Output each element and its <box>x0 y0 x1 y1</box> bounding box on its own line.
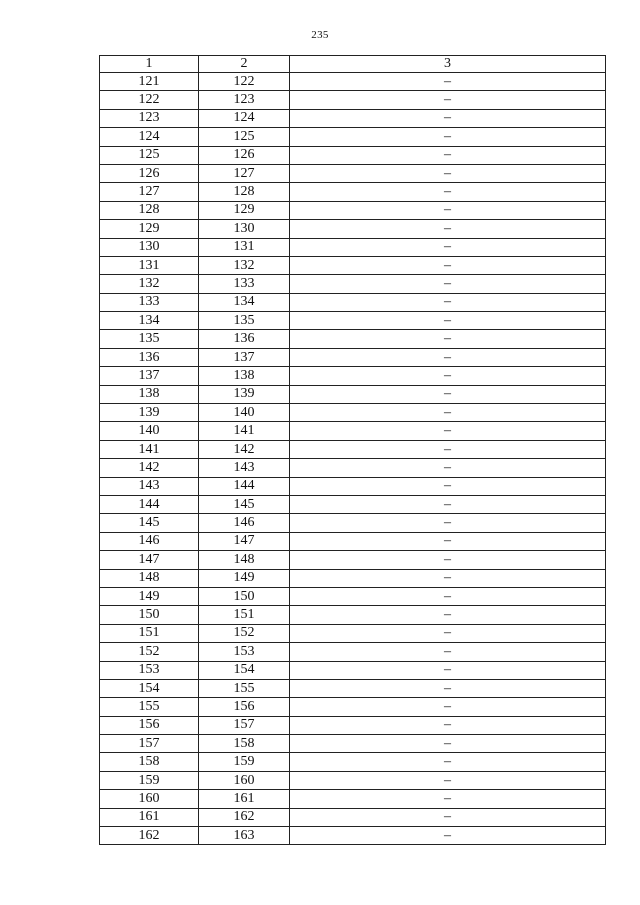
table-cell-col1: 143 <box>100 477 199 495</box>
table-cell-col3: – <box>290 348 606 366</box>
table-cell-col1: 152 <box>100 643 199 661</box>
table-cell-col3: – <box>290 643 606 661</box>
table-cell-col2: 132 <box>199 256 290 274</box>
table-cell-col1: 129 <box>100 220 199 238</box>
table-cell-col2: 139 <box>199 385 290 403</box>
table-row <box>100 220 606 238</box>
table-row <box>100 293 606 311</box>
table-cell-col2: 159 <box>199 753 290 771</box>
table-row <box>100 256 606 274</box>
table-cell-col3: – <box>290 440 606 458</box>
table-cell-col3: – <box>290 771 606 789</box>
table-cell-col1: 130 <box>100 238 199 256</box>
table-cell-col1: 158 <box>100 753 199 771</box>
table-row <box>100 698 606 716</box>
table-row <box>100 606 606 624</box>
table-row <box>100 679 606 697</box>
table-cell-col1: 128 <box>100 201 199 219</box>
table-cell-col3: – <box>290 753 606 771</box>
table-cell-col2: 124 <box>199 109 290 127</box>
table-row <box>100 477 606 495</box>
table-cell-col1: 126 <box>100 164 199 182</box>
table-cell-col3: – <box>290 790 606 808</box>
table-cell-col3: – <box>290 624 606 642</box>
table-header <box>100 56 606 73</box>
table-cell-col3: – <box>290 514 606 532</box>
table-row <box>100 91 606 109</box>
table-cell-col2: 149 <box>199 569 290 587</box>
table-cell-col2: 146 <box>199 514 290 532</box>
table-cell-col2: 134 <box>199 293 290 311</box>
table-cell-col3: – <box>290 275 606 293</box>
table-cell-col3: – <box>290 422 606 440</box>
table-cell-col1: 131 <box>100 256 199 274</box>
table-cell-col1: 155 <box>100 698 199 716</box>
table-cell-col1: 161 <box>100 808 199 826</box>
table-cell-col3: – <box>290 256 606 274</box>
table-cell-col1: 151 <box>100 624 199 642</box>
table-cell-col1: 149 <box>100 587 199 605</box>
table-row <box>100 440 606 458</box>
table-cell-col2: 156 <box>199 698 290 716</box>
table-cell-col2: 151 <box>199 606 290 624</box>
table-cell-col1: 150 <box>100 606 199 624</box>
table-cell-col1: 159 <box>100 771 199 789</box>
table-cell-col3: – <box>290 404 606 422</box>
table-cell-col2: 137 <box>199 348 290 366</box>
table-cell-col2: 155 <box>199 679 290 697</box>
table-cell-col1: 144 <box>100 495 199 513</box>
table-cell-col3: – <box>290 477 606 495</box>
table-cell-col3: – <box>290 551 606 569</box>
table-cell-col3: – <box>290 385 606 403</box>
table-cell-col1: 140 <box>100 422 199 440</box>
table-row <box>100 73 606 91</box>
table-row <box>100 790 606 808</box>
table-cell-col2: 158 <box>199 735 290 753</box>
table-row <box>100 330 606 348</box>
table-cell-col1: 124 <box>100 128 199 146</box>
table-cell-col3: – <box>290 716 606 734</box>
table-cell-col2: 161 <box>199 790 290 808</box>
table-row <box>100 827 606 845</box>
table-cell-col2: 142 <box>199 440 290 458</box>
table-cell-col3: – <box>290 606 606 624</box>
table-cell-col1: 138 <box>100 385 199 403</box>
table-row <box>100 348 606 366</box>
table-row <box>100 587 606 605</box>
table-cell-col3: – <box>290 569 606 587</box>
table-cell-col3: – <box>290 661 606 679</box>
table-cell-col2: 131 <box>199 238 290 256</box>
table-row <box>100 532 606 550</box>
table-cell-col3: – <box>290 495 606 513</box>
table-row <box>100 459 606 477</box>
table-cell-col3: – <box>290 220 606 238</box>
table-cell-col2: 141 <box>199 422 290 440</box>
table-row <box>100 146 606 164</box>
table-cell-col2: 143 <box>199 459 290 477</box>
table-cell-col3: – <box>290 532 606 550</box>
column-header-2: 2 <box>199 56 290 73</box>
table-cell-col1: 134 <box>100 312 199 330</box>
table-cell-col2: 157 <box>199 716 290 734</box>
table-cell-col2: 135 <box>199 312 290 330</box>
table-cell-col3: – <box>290 201 606 219</box>
table-cell-col1: 136 <box>100 348 199 366</box>
table-cell-col2: 162 <box>199 808 290 826</box>
table-cell-col2: 126 <box>199 146 290 164</box>
table-cell-col2: 144 <box>199 477 290 495</box>
table-row <box>100 109 606 127</box>
header-row <box>100 56 606 73</box>
table-cell-col3: – <box>290 146 606 164</box>
table-cell-col3: – <box>290 91 606 109</box>
table-cell-col2: 125 <box>199 128 290 146</box>
table-cell-col3: – <box>290 698 606 716</box>
table-cell-col3: – <box>290 679 606 697</box>
table-row <box>100 385 606 403</box>
table-row <box>100 183 606 201</box>
column-header-3: 3 <box>290 56 606 73</box>
table-cell-col2: 138 <box>199 367 290 385</box>
table-cell-col2: 147 <box>199 532 290 550</box>
table-cell-col2: 153 <box>199 643 290 661</box>
table-cell-col1: 121 <box>100 73 199 91</box>
table-cell-col2: 163 <box>199 827 290 845</box>
table-cell-col2: 140 <box>199 404 290 422</box>
table-row <box>100 404 606 422</box>
table-cell-col2: 127 <box>199 164 290 182</box>
table-row <box>100 753 606 771</box>
table-cell-col1: 141 <box>100 440 199 458</box>
table-cell-col2: 122 <box>199 73 290 91</box>
table-cell-col3: – <box>290 587 606 605</box>
table-row <box>100 716 606 734</box>
table-cell-col1: 142 <box>100 459 199 477</box>
table-row <box>100 422 606 440</box>
table-cell-col1: 146 <box>100 532 199 550</box>
table-row <box>100 661 606 679</box>
table-row <box>100 312 606 330</box>
table-row <box>100 495 606 513</box>
table-cell-col1: 145 <box>100 514 199 532</box>
table-row <box>100 624 606 642</box>
table-cell-col1: 160 <box>100 790 199 808</box>
table-row <box>100 569 606 587</box>
table-cell-col1: 156 <box>100 716 199 734</box>
table-cell-col3: – <box>290 293 606 311</box>
data-table <box>99 55 606 845</box>
table-cell-col2: 130 <box>199 220 290 238</box>
table-cell-col3: – <box>290 238 606 256</box>
table-cell-col3: – <box>290 735 606 753</box>
table-cell-col1: 137 <box>100 367 199 385</box>
table-cell-col3: – <box>290 164 606 182</box>
table-cell-col2: 160 <box>199 771 290 789</box>
table-cell-col1: 127 <box>100 183 199 201</box>
table-row <box>100 275 606 293</box>
table-cell-col1: 162 <box>100 827 199 845</box>
table-cell-col2: 123 <box>199 91 290 109</box>
table-cell-col1: 147 <box>100 551 199 569</box>
table-row <box>100 128 606 146</box>
table-cell-col2: 133 <box>199 275 290 293</box>
table-cell-col3: – <box>290 109 606 127</box>
table-cell-col1: 133 <box>100 293 199 311</box>
table-row <box>100 201 606 219</box>
table-row <box>100 808 606 826</box>
table-body <box>100 73 606 845</box>
table-cell-col2: 154 <box>199 661 290 679</box>
table-row <box>100 551 606 569</box>
table-cell-col2: 136 <box>199 330 290 348</box>
table-cell-col1: 123 <box>100 109 199 127</box>
table-cell-col3: – <box>290 330 606 348</box>
table-cell-col1: 125 <box>100 146 199 164</box>
table-cell-col2: 152 <box>199 624 290 642</box>
column-header-1: 1 <box>100 56 199 73</box>
table-cell-col1: 132 <box>100 275 199 293</box>
table-cell-col3: – <box>290 459 606 477</box>
table-row <box>100 238 606 256</box>
table-cell-col3: – <box>290 73 606 91</box>
table-cell-col1: 153 <box>100 661 199 679</box>
table-cell-col2: 150 <box>199 587 290 605</box>
page-number: 235 <box>311 29 329 41</box>
table-row <box>100 367 606 385</box>
table-cell-col3: – <box>290 367 606 385</box>
table-row <box>100 735 606 753</box>
table-cell-col1: 139 <box>100 404 199 422</box>
table-cell-col2: 145 <box>199 495 290 513</box>
table-cell-col1: 135 <box>100 330 199 348</box>
table-cell-col3: – <box>290 183 606 201</box>
table-cell-col3: – <box>290 128 606 146</box>
table-row <box>100 514 606 532</box>
table-row <box>100 643 606 661</box>
table-cell-col2: 129 <box>199 201 290 219</box>
table-cell-col1: 122 <box>100 91 199 109</box>
table-cell-col2: 148 <box>199 551 290 569</box>
table-cell-col1: 157 <box>100 735 199 753</box>
table-cell-col1: 148 <box>100 569 199 587</box>
table-row <box>100 164 606 182</box>
table-cell-col3: – <box>290 827 606 845</box>
table-cell-col3: – <box>290 808 606 826</box>
table-cell-col1: 154 <box>100 679 199 697</box>
table-cell-col2: 128 <box>199 183 290 201</box>
table-row <box>100 771 606 789</box>
table-cell-col3: – <box>290 312 606 330</box>
